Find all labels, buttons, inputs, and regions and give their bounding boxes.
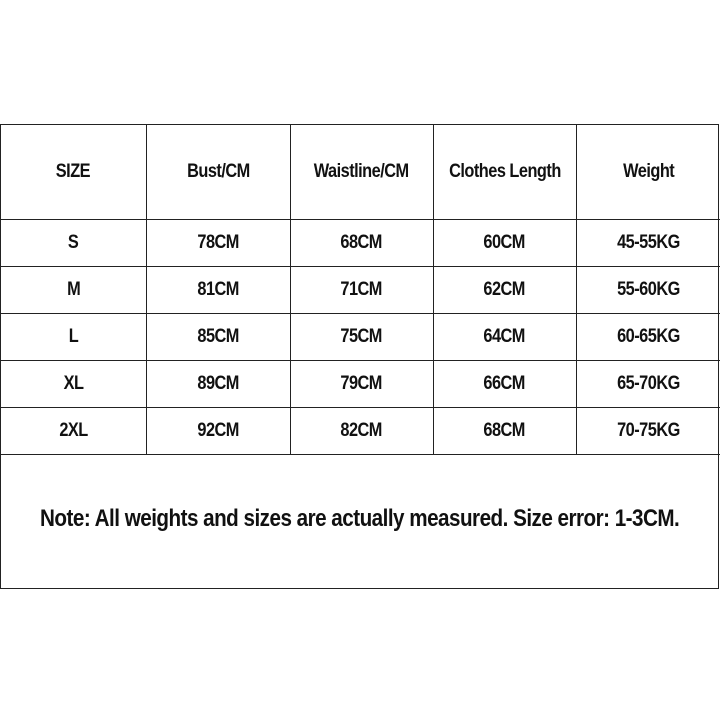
waistline-cell: 71CM	[290, 266, 433, 313]
weight-cell: 55-60KG	[576, 266, 720, 313]
weight-cell: 65-70KG	[576, 360, 720, 407]
waistline-cell: 75CM	[290, 313, 433, 360]
bust-cell: 85CM	[146, 313, 290, 360]
weight-cell: 45-55KG	[576, 219, 720, 266]
length-cell: 68CM	[433, 407, 576, 454]
table-row	[1, 313, 720, 360]
size-cell: XL	[1, 360, 146, 407]
waistline-cell: 82CM	[290, 407, 433, 454]
length-cell: 64CM	[433, 313, 576, 360]
table-row	[1, 407, 720, 454]
header-row	[1, 125, 720, 219]
length-cell: 66CM	[433, 360, 576, 407]
table-row	[1, 360, 720, 407]
bust-cell: 92CM	[146, 407, 290, 454]
size-chart	[0, 124, 719, 589]
length-cell: 62CM	[433, 266, 576, 313]
note-area	[1, 455, 718, 583]
weight-cell: 70-75KG	[576, 407, 720, 454]
header-clothes-length: Clothes Length	[433, 125, 576, 219]
size-table	[1, 125, 720, 455]
length-cell: 60CM	[433, 219, 576, 266]
bust-cell: 81CM	[146, 266, 290, 313]
size-cell: L	[1, 313, 146, 360]
waistline-cell: 68CM	[290, 219, 433, 266]
header-weight: Weight	[576, 125, 720, 219]
header-bust: Bust/CM	[146, 125, 290, 219]
header-size: SIZE	[1, 125, 146, 219]
size-cell: M	[1, 266, 146, 313]
size-cell: S	[1, 219, 146, 266]
table-row	[1, 219, 720, 266]
size-cell: 2XL	[1, 407, 146, 454]
header-waistline: Waistline/CM	[290, 125, 433, 219]
waistline-cell: 79CM	[290, 360, 433, 407]
bust-cell: 78CM	[146, 219, 290, 266]
table-row	[1, 266, 720, 313]
measurement-note: Note: All weights and sizes are actually measured. Size error: 1-3CM.	[39, 504, 680, 532]
weight-cell: 60-65KG	[576, 313, 720, 360]
bust-cell: 89CM	[146, 360, 290, 407]
